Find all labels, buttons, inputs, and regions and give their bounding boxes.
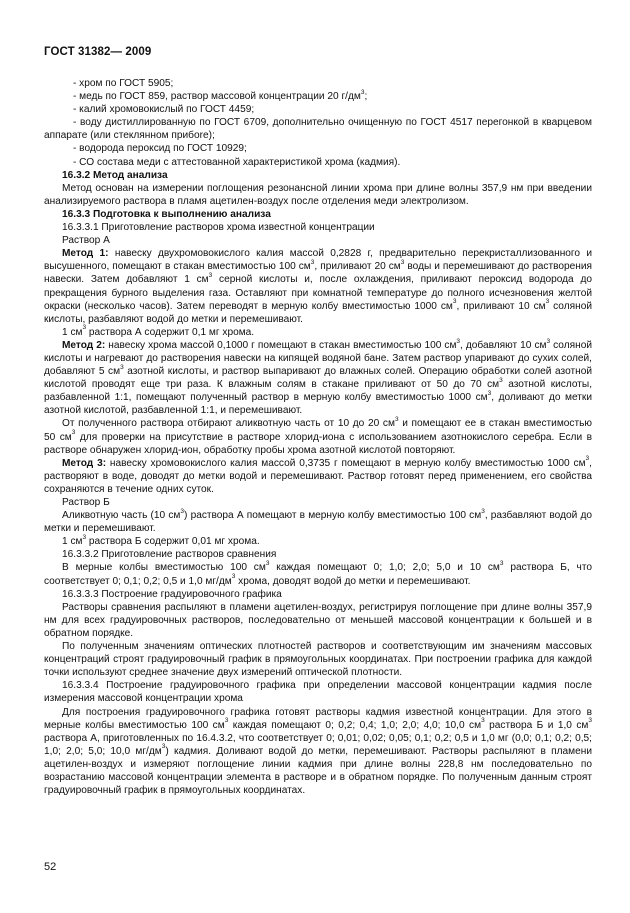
paragraph: Аликвотную часть (10 $см^3$) раствора А помещают в мерную колбу вместимостью 100 $см^3$, разбавляют водой до метки и перемешивают. <box>44 507 592 535</box>
paragraph-method-1: Метод 1: навеску двухромовокислого калия массой 0,2828 г, предварительно перекристаллизованного и высушенного, помещают в стакан вместимостью 100 $см^3$, приливают 20 $см^3$ воды и перемешивают до растворения навески. Затем добавляют 1 $см^3$ серной кислоты и, после охлаждения, приливают пероксид водорода до прекращения бурного выделения газа. Оставляют при комнатной температуре до полного исчезновения желтой окраски (несколько часов). Затем переводят в мерную колбу вместимостью 1000 $см^3$, приливают 10 $см^3$ соляной кислоты, разбавляют водой до метки и перемешивают. <box>44 248 592 325</box>
section-heading: 16.3.2 Метод анализа <box>62 169 168 181</box>
list-item: - хром по ГОСТ 5905; <box>73 78 174 89</box>
paragraph-method-3: Метод 3: навеску хромовокислого калия массой 0,3735 г помещают в мерную колбу вместимостью 1000 $см^3$, растворяют в воде, доводят до метки водой и перемешивают. Раствор готовят перед применением, его свойства сохраняются в течение одних суток. <box>44 455 592 495</box>
paragraph: 1 $см^3$ раствора Б содержит 0,01 мг хрома. <box>62 533 260 548</box>
solution-label: Раствор А <box>62 235 110 247</box>
paragraph: В мерные колбы вместимостью 100 $см^3$ каждая помещают 0; 1,0; 2,0; 5,0 и 10 $см^3$ раствора Б, что соответствует 0; 0,1; 0,2; 0,5 и 1,0 $мг/дм^3$ хрома, доводят водой до метки и перемешивают. <box>44 560 592 587</box>
subsection-heading: 16.3.3.3 Построение градуировочного графика <box>62 588 282 600</box>
document-header: ГОСТ 31382— 2009 <box>44 46 152 58</box>
list-item: - калий хромовокислый по ГОСТ 4459; <box>73 104 255 116</box>
list-item: - воду дистиллированную по ГОСТ 6709, дополнительно очищенную по ГОСТ 4517 перегонкой в кварцевом аппарате (или стеклянном прибore); <box>44 117 592 142</box>
page-number: 52 <box>44 861 57 873</box>
list-item: - СО состава меди с аттестованной характеристикой хрома (кадмия). <box>73 156 401 168</box>
paragraph: 1 $см^3$ раствора А содержит 0,1 мг хрома. <box>62 324 255 338</box>
list-item: - водорода пероксид по ГОСТ 10929; <box>73 143 247 155</box>
subsection-heading: 16.3.3.1 Приготовление растворов хрома известной концентрации <box>62 222 375 234</box>
paragraph: От полученного раствора отбирают аликвотную часть от 10 до 20 $см^3$ и помещают ее в стакан вместимостью 50 $см^3$ для проверки на присутствие в растворе хлорид-иона с использованием азотнокислого серебра. Если в растворе обнаружен хлорид-ион, обработку пробы хромa азотной кислотой повторяют. <box>44 416 592 456</box>
document-body <box>44 77 592 797</box>
paragraph-method-2: Метод 2: навеску хрома массой 0,1000 г помещают в стакан вместимостью 100 $см^3$, добавляют 10 $см^3$ соляной кислоты и нагревают до растворения навески на кипящей водяной бане. Затем раствор упаривают до сухих солей, добавляют 5 $см^3$ азотной кислоты, и раствор выпаривают до влажных солей. Операцию обработки солей азотной кислотой проводят еще три раза. К влажным солям в стакане приливают от 50 до 70 $см^3$ азотной кислоты, разбавленной 1:1, помещают полученный раствор в мерную колбу вместимостью 1000 $см^3$, доливают до метки азотной кислотой, разбавленной 1:1, и перемешивают. <box>44 337 593 417</box>
section-heading: 16.3.3 Подготовка к выполнению анализа <box>62 208 271 220</box>
solution-label: Раствор Б <box>62 497 110 508</box>
subsection-heading: 16.3.3.4 Построение градуировочного графика при определении массовой концентрации кадмия после измерения массовой концентрации хрома <box>44 680 592 705</box>
list-item: - медь по ГОСТ 859, раствор массовой концентрации 20 $г/дм^3$; <box>73 88 368 103</box>
paragraph: Метод основан на измерении поглощения резонансной линии хрома при длине волны 357,9 нм при введении анализируемого раствора в пламя ацетилен-воздух после отделения меди электролизом. <box>44 182 592 207</box>
paragraph: Растворы сравнения распыляют в пламени ацетилен-воздух, регистрируя поглощение при длине волны 357,9 нм для всех градуировочных растворов, последовательно от меньшей массовой концентрации к большей и в обратном порядке. <box>44 601 592 639</box>
subsection-heading: 16.3.3.2 Приготовление растворов сравнения <box>62 549 277 561</box>
paragraph: По полученным значениям оптических плотностей растворов и соответствующим им значениям массовых концентраций строят градуировочный график в прямоугольных координатах. При построении графика для каждой точки используют среднее значение двух измерений оптической плотности. <box>44 641 592 679</box>
paragraph: Для построения градуировочного графика готовят растворы кадмия известной концентрации. Для этого в мерные колбы вместимостью 100 $см^3$ каждая помещают 0; 0,2; 0,4; 1,0; 2,0; 4,0; 10,0 $см^3$ раствора Б и 1,0 $см^3$ раствора А, приготовленных по 16.4.3.2, что соответствует 0; 0,01; 0,02; 0,05; 0,1; 0,2; 0,5 и 1,0 мг (0,0; 0,1; 0,2; 0,5; 1,0; 2,0; 5,0; 10,0 $мг/дм^3$) кадмия. Доливают водой до метки, перемешивают. Растворы распыляют в пламени ацетилен-воздух и измеряют поглощение линии кадмия при длине волны 228,8 нм последовательно по возрастанию массовой концентрации элемента в растворе и в обратном порядке. По полученным данным строят градуировочный график в прямоугольных координатах. <box>44 706 593 797</box>
